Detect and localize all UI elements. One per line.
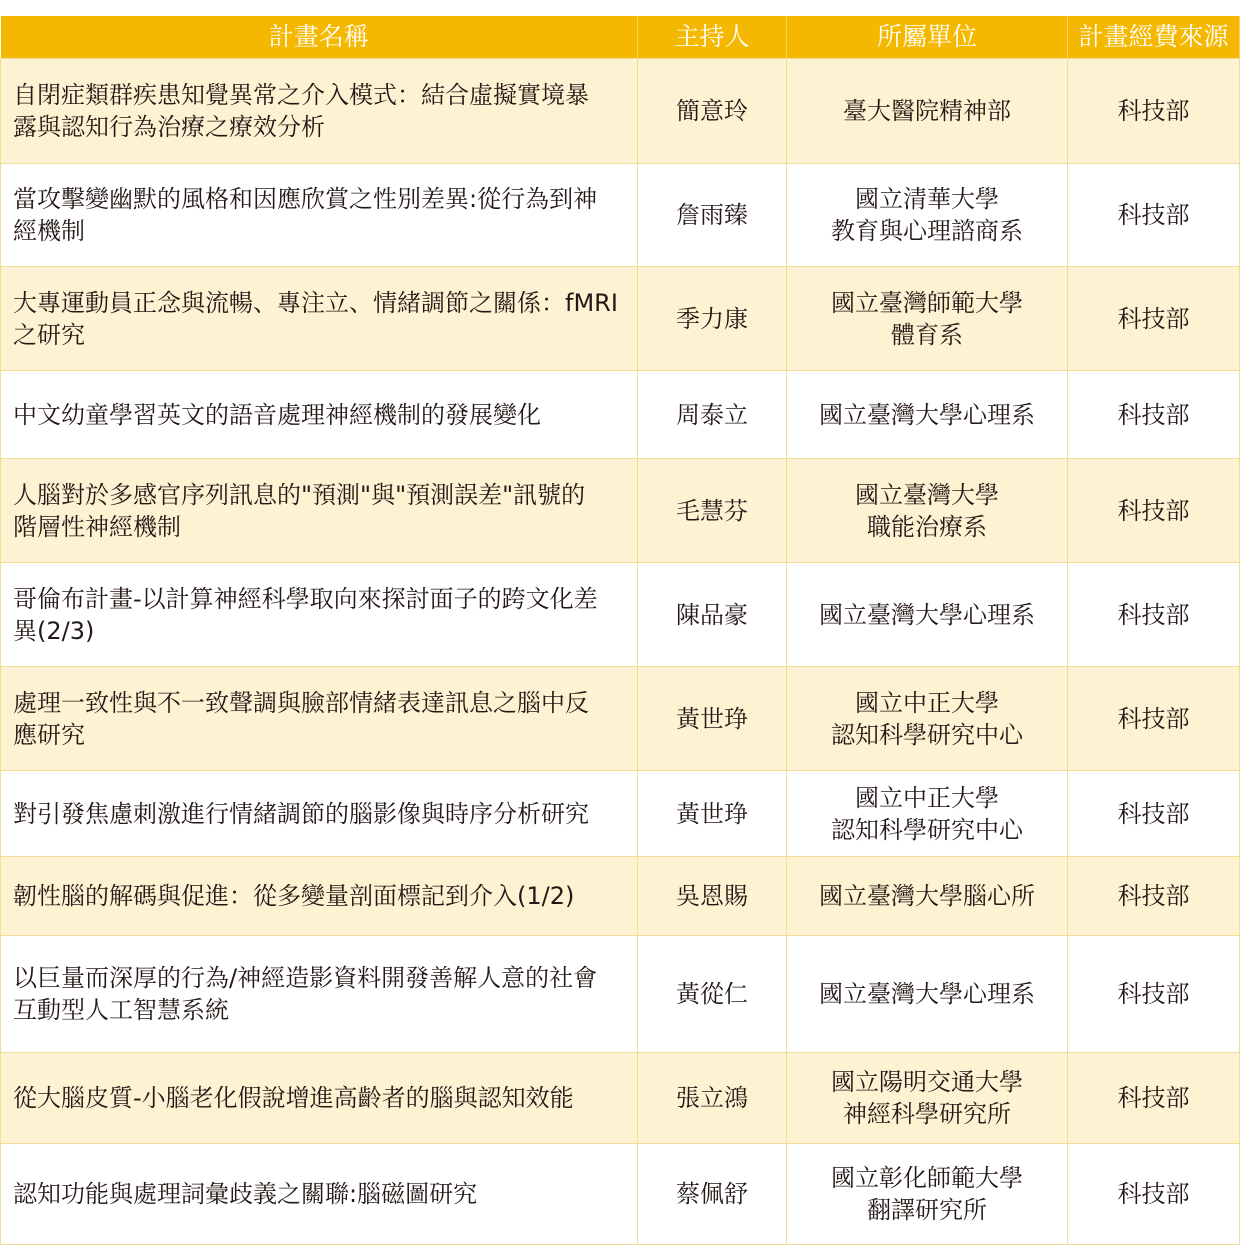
- affiliation-line: 國立臺灣大學心理系: [819, 980, 1035, 1008]
- funding-source-cell: 科技部: [1068, 164, 1240, 267]
- header-funding-source: 計畫經費來源: [1068, 16, 1240, 59]
- principal-investigator-cell: 毛慧芬: [638, 459, 787, 563]
- project-table: [0, 16, 1240, 1245]
- project-name-line: 以巨量而深厚的行為/神經造影資料開發善解人意的社會: [13, 964, 598, 992]
- project-name-cell: [1, 371, 638, 459]
- project-name-cell: [1, 1053, 638, 1144]
- table-row: [1, 936, 1240, 1053]
- project-name-line: 從大腦皮質-小腦老化假說增進高齡者的腦與認知效能: [13, 1084, 574, 1112]
- funding-source-cell: 科技部: [1068, 267, 1240, 371]
- table-row: [1, 857, 1240, 936]
- affiliation-cell: [787, 771, 1068, 857]
- table-row: [1, 563, 1240, 667]
- affiliation-line: 國立清華大學: [855, 185, 999, 213]
- funding-source-cell: 科技部: [1068, 563, 1240, 667]
- funding-source-cell: 科技部: [1068, 371, 1240, 459]
- project-table-wrapper: [0, 16, 1241, 1245]
- affiliation-line: 國立臺灣大學: [855, 480, 999, 509]
- project-name-cell: [1, 59, 638, 164]
- affiliation-cell: [787, 59, 1068, 164]
- project-name-cell: [1, 771, 638, 857]
- table-row: [1, 164, 1240, 267]
- principal-investigator-cell: 黃世琤: [638, 771, 787, 857]
- project-name-cell: [1, 857, 638, 936]
- project-name-line: 互動型人工智慧系統: [13, 996, 229, 1024]
- project-name-line: 人腦對於多感官序列訊息的"預測"與"預測誤差"訊號的: [13, 480, 586, 509]
- affiliation-cell: [787, 936, 1068, 1053]
- project-name-cell: [1, 1144, 638, 1245]
- affiliation-line: 職能治療系: [867, 512, 987, 541]
- principal-investigator-cell: 簡意玲: [638, 59, 787, 164]
- project-name-line: 應研究: [13, 720, 85, 749]
- project-name-line: 哥倫布計畫-以計算神經科學取向來探討面子的跨文化差: [13, 584, 598, 613]
- affiliation-line: 教育與心理諮商系: [831, 217, 1023, 245]
- principal-investigator-cell: 周泰立: [638, 371, 787, 459]
- principal-investigator-cell: 詹雨臻: [638, 164, 787, 267]
- table-row: [1, 459, 1240, 563]
- table-row: [1, 1053, 1240, 1144]
- affiliation-line: 國立臺灣大學腦心所: [819, 882, 1035, 910]
- affiliation-line: 國立彰化師範大學: [831, 1164, 1023, 1192]
- project-name-line: 自閉症類群疾患知覺異常之介入模式：結合虛擬實境暴: [13, 81, 589, 109]
- affiliation-cell: [787, 857, 1068, 936]
- affiliation-line: 國立陽明交通大學: [831, 1068, 1023, 1096]
- project-name-line: 異(2/3): [13, 616, 95, 645]
- project-name-line: 之研究: [13, 320, 85, 349]
- affiliation-cell: [787, 1144, 1068, 1245]
- affiliation-cell: [787, 1053, 1068, 1144]
- project-name-cell: [1, 459, 638, 563]
- project-name-cell: [1, 164, 638, 267]
- affiliation-cell: [787, 667, 1068, 771]
- affiliation-line: 國立中正大學: [855, 783, 999, 812]
- table-row: [1, 771, 1240, 857]
- affiliation-cell: [787, 267, 1068, 371]
- table-row: [1, 267, 1240, 371]
- table-header-row: [1, 16, 1240, 59]
- table-row: [1, 371, 1240, 459]
- principal-investigator-cell: 吳恩賜: [638, 857, 787, 936]
- project-name-line: 中文幼童學習英文的語音處理神經機制的發展變化: [13, 400, 541, 429]
- project-name-line: 處理一致性與不一致聲調與臉部情緒表達訊息之腦中反: [13, 688, 589, 717]
- funding-source-cell: 科技部: [1068, 459, 1240, 563]
- project-name-line: 韌性腦的解碼與促進：從多變量剖面標記到介入(1/2): [13, 882, 575, 910]
- affiliation-line: 國立臺灣大學心理系: [819, 600, 1035, 629]
- header-project-name: 計畫名稱: [1, 16, 638, 59]
- header-principal-investigator: 主持人: [638, 16, 787, 59]
- principal-investigator-cell: 蔡佩舒: [638, 1144, 787, 1245]
- affiliation-line: 國立中正大學: [855, 688, 999, 717]
- project-name-cell: [1, 667, 638, 771]
- table-row: [1, 667, 1240, 771]
- project-name-line: 認知功能與處理詞彙歧義之關聯:腦磁圖研究: [13, 1180, 478, 1208]
- funding-source-cell: 科技部: [1068, 1144, 1240, 1245]
- funding-source-cell: 科技部: [1068, 59, 1240, 164]
- project-name-line: 經機制: [13, 217, 85, 245]
- affiliation-line: 認知科學研究中心: [831, 720, 1023, 749]
- project-name-line: 露與認知行為治療之療效分析: [13, 113, 325, 141]
- affiliation-line: 國立臺灣師範大學: [831, 288, 1023, 317]
- table-row: [1, 1144, 1240, 1245]
- header-affiliation: 所屬單位: [787, 16, 1068, 59]
- principal-investigator-cell: 黃世琤: [638, 667, 787, 771]
- affiliation-line: 認知科學研究中心: [831, 815, 1023, 844]
- affiliation-line: 臺大醫院精神部: [843, 97, 1011, 125]
- affiliation-line: 體育系: [891, 320, 963, 349]
- affiliation-cell: [787, 563, 1068, 667]
- affiliation-cell: [787, 459, 1068, 563]
- principal-investigator-cell: 陳品豪: [638, 563, 787, 667]
- principal-investigator-cell: 張立鴻: [638, 1053, 787, 1144]
- project-name-cell: [1, 267, 638, 371]
- project-name-line: 當攻擊變幽默的風格和因應欣賞之性別差異:從行為到神: [13, 185, 598, 213]
- funding-source-cell: 科技部: [1068, 667, 1240, 771]
- affiliation-cell: [787, 371, 1068, 459]
- project-name-cell: [1, 563, 638, 667]
- affiliation-line: 神經科學研究所: [843, 1100, 1011, 1128]
- funding-source-cell: 科技部: [1068, 1053, 1240, 1144]
- project-name-line: 階層性神經機制: [13, 512, 181, 541]
- project-name-line: 對引發焦慮刺激進行情緒調節的腦影像與時序分析研究: [13, 799, 589, 828]
- table-row: [1, 59, 1240, 164]
- funding-source-cell: 科技部: [1068, 857, 1240, 936]
- principal-investigator-cell: 季力康: [638, 267, 787, 371]
- principal-investigator-cell: 黃從仁: [638, 936, 787, 1053]
- project-name-cell: [1, 936, 638, 1053]
- affiliation-line: 國立臺灣大學心理系: [819, 400, 1035, 429]
- funding-source-cell: 科技部: [1068, 771, 1240, 857]
- funding-source-cell: 科技部: [1068, 936, 1240, 1053]
- project-name-line: 大專運動員正念與流暢、專注立、情緒調節之關係：fMRI: [13, 288, 618, 317]
- affiliation-cell: [787, 164, 1068, 267]
- affiliation-line: 翻譯研究所: [867, 1196, 987, 1224]
